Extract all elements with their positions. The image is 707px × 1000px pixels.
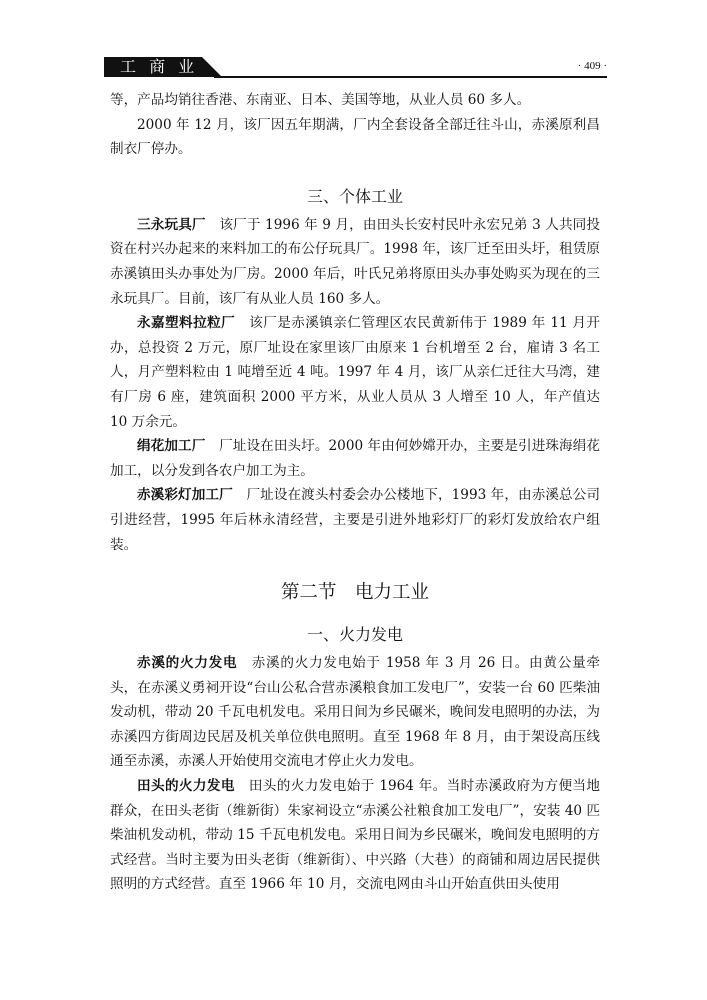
entry-text: 赤溪的火力发电始于 1958 年 3 月 26 日。由黄公量牵头，在赤溪义勇祠开设“台山公私合营赤溪粮食加工发电厂”，安装一台 60 匹柴油发动机，带动 20 千瓦电机发电。采用日间为乡民碾米，晚间发电照明的办法，为赤溪四方街周边民居及机关单位供电照明。直至 1968 年 8 月，由于架设高压线通至赤溪，赤溪人开始使用交流电才停止火力发电。 <box>110 655 601 770</box>
entry-paragraph <box>110 483 600 557</box>
section-heading: 三、个体工业 <box>306 186 403 206</box>
entry-paragraph <box>110 311 600 434</box>
paragraph: 2000 年 12 月，该厂因五年期满，厂内全套设备全部迁往斗山，赤溪原利昌制衣厂停办。 <box>110 116 600 158</box>
entry-title: 赤溪的火力发电 <box>137 655 238 672</box>
section-heading: 一、火力发电 <box>306 625 403 645</box>
entry-text: 该厂于 1996 年 9 月，由田头长安村民叶永宏兄弟 3 人共同投资在村兴办起来的来料加工的布公仔玩具厂。1998 年，该厂迁至田头圩，租赁原赤溪镇田头办事处为厂房。2000 年后，叶氏兄弟将原田头办事处购买为现在的三永玩具厂。目前，该厂有从业人员 160 多人。 <box>110 216 601 307</box>
entry-text: 厂址设在渡头村委会办公楼地下，1993 年，由赤溪总公司引进经营，1995 年后林永清经营，主要是引进外地彩灯厂的彩灯发放给农户组装。 <box>110 487 601 553</box>
chapter-heading: 第二节 电力工业 <box>280 582 429 604</box>
page-header <box>104 57 607 77</box>
entry-title: 永嘉塑料拉粒厂 <box>137 315 236 332</box>
entry-title: 三永玩具厂 <box>137 216 206 233</box>
page-number: · 409 · <box>577 60 607 72</box>
page-body <box>110 88 600 897</box>
entry-paragraph <box>110 651 600 774</box>
paragraph: 等，产品均销往香港、东南亚、日本、美国等地，从业人员 60 多人。 <box>110 92 531 108</box>
entry-title: 田头的火力发电 <box>137 778 235 795</box>
entry-paragraph <box>110 434 600 483</box>
entry-paragraph <box>110 774 600 897</box>
entry-text: 厂址设在田头圩。2000 年由何妙嫦开办，主要是引进珠海绢花加工，以分发到各农户加工为主。 <box>110 438 601 479</box>
entry-title: 绢花加工厂 <box>137 438 206 455</box>
section-tab-label: 工 商 业 <box>120 57 199 76</box>
entry-title: 赤溪彩灯加工厂 <box>137 487 233 504</box>
entry-text: 田头的火力发电始于 1964 年。当时赤溪政府为方便当地群众，在田头老街（维新街）朱家祠设立“赤溪公社粮食加工发电厂”，安装 40 匹柴油机发动机，带动 15 千瓦电机发电。采用日间为乡民碾米，晚间发电照明的方式经营。当时主要为田头老街（维新街）、中兴路（大巷）的商铺和周边居民提供照明的方式经营。直至 1966 年 10 月，交流电网由斗山开始直供田头使用 <box>110 778 600 893</box>
entry-paragraph <box>110 213 600 311</box>
header-rule <box>214 76 607 78</box>
entry-text: 该厂是赤溪镇亲仁管理区农民黄新伟于 1989 年 11 月开办，总投资 2 万元，原厂址设在家里该厂由原来 1 台机增至 2 台，雇请 3 名工人，月产塑料粒由 1 吨增至近 4 吨。1997 年 4 月，该厂从亲仁迁往大马湾，建有厂房 6 座，建筑面积 2000 平方米，从业人员从 3 人增至 10 人，年产值达 10 万余元。 <box>110 315 601 430</box>
